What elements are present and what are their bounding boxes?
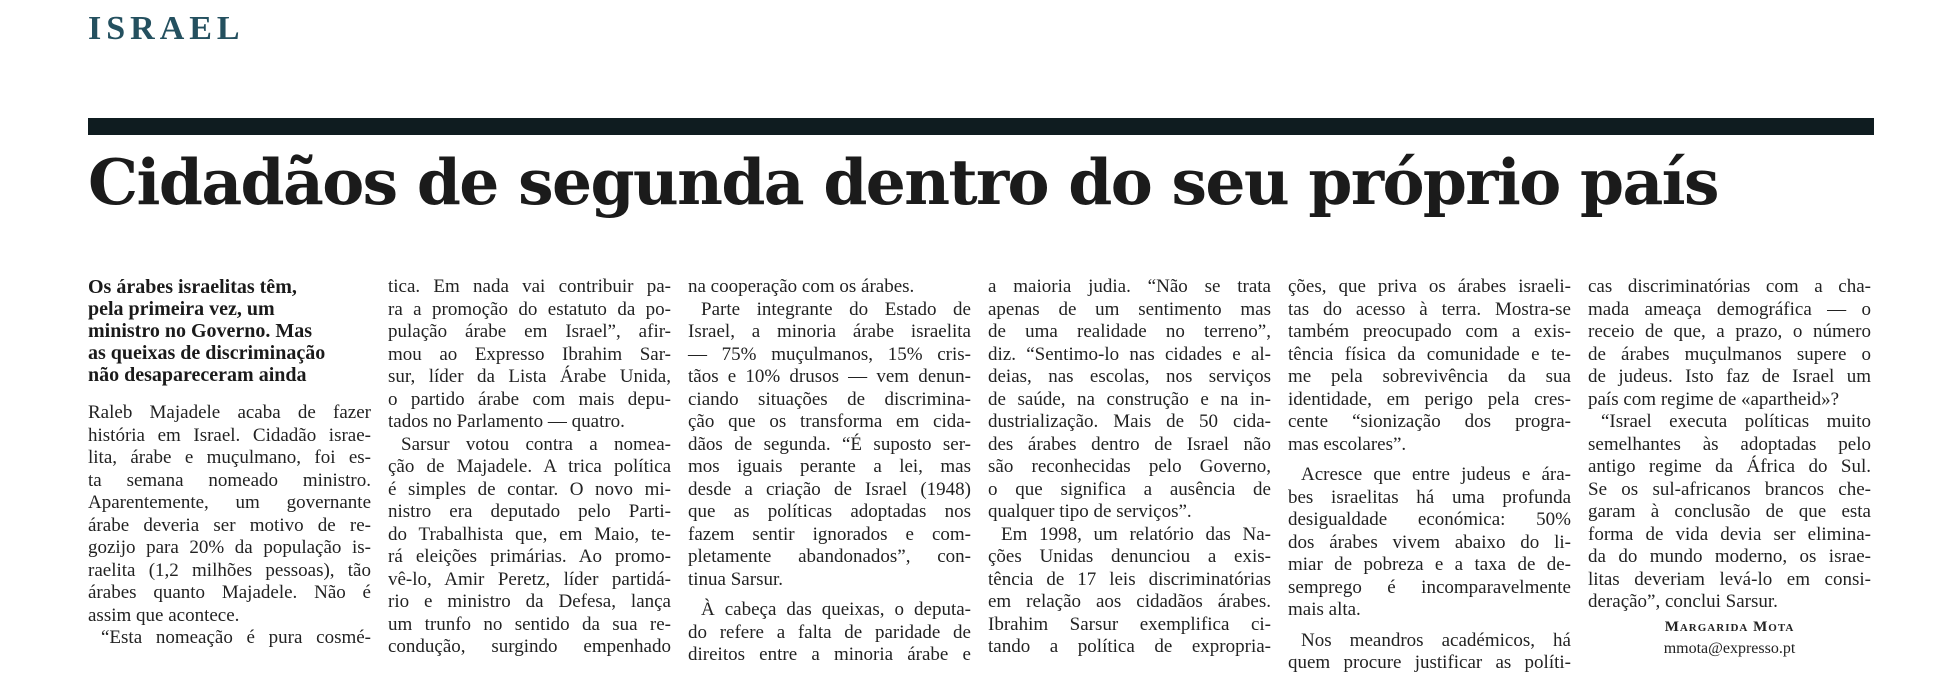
- text-line: garam à conclusão de que esta: [1588, 501, 1871, 522]
- text-line: ra a promoção do estatuto da po-: [388, 298, 671, 320]
- text-line: tando a política de expropria-: [988, 636, 1271, 657]
- text-line: litas deveriam levá-lo em consi-: [1588, 568, 1871, 590]
- text-line: rá eleições primárias. Ao promo-: [388, 546, 671, 567]
- text-line: ciando situações de discrimina-: [688, 388, 971, 410]
- text-line: antigo regime da África do Sul.: [1588, 456, 1871, 477]
- text-line: a maioria judia. “Não se trata: [988, 276, 1271, 297]
- text-line: semprego é incomparavelmente: [1288, 576, 1571, 598]
- text-line: cas discriminatórias com a cha-: [1588, 276, 1871, 297]
- text-line: “Esta nomeação é pura cosmé-: [101, 627, 371, 648]
- text-line: mou ao Expresso Ibrahim Sar-: [388, 343, 671, 365]
- text-line: pletamente abandonados”, con-: [688, 546, 971, 567]
- text-line: desigualdade económica: 50%: [1288, 509, 1571, 530]
- text-line: país com regime de «apartheid»?: [1588, 388, 1840, 410]
- text-line: direitos entre a minoria árabe e: [688, 644, 971, 665]
- text-line: ta semana nomeado ministro.: [88, 469, 371, 491]
- section-rule: [88, 118, 1874, 135]
- text-line: é simples de contar. O novo mi-: [388, 478, 671, 500]
- text-line: mais alta.: [1288, 599, 1361, 620]
- section-label: ISRAEL: [88, 10, 245, 47]
- text-line: semelhantes às adoptadas pelo: [1588, 433, 1871, 455]
- text-line: sur, líder da Lista Árabe Unida,: [388, 366, 671, 387]
- lead-line: não desapareceram ainda: [88, 364, 307, 386]
- text-line: me pela sobrevivência da sua: [1288, 366, 1571, 387]
- lead-paragraph: [88, 276, 371, 386]
- text-line: rio e ministro da Defesa, lança: [388, 591, 671, 612]
- text-line: quem procure justificar as políti-: [1288, 652, 1571, 673]
- text-line: de uma realidade no terreno”,: [988, 321, 1271, 342]
- text-line: nistro era deputado pelo Parti-: [388, 501, 671, 522]
- text-line: miar de pobreza e a taxa de de-: [1288, 554, 1571, 575]
- text-line: condução, surgindo empenhado: [388, 636, 671, 657]
- text-line: tas do acesso à terra. Mostra-se: [1288, 298, 1571, 320]
- text-line: árabe deveria ser motivo de re-: [88, 514, 371, 536]
- text-line: Raleb Majadele acaba de fazer: [88, 402, 371, 423]
- text-line: ção que os transforma em cida-: [688, 411, 971, 432]
- text-line: mos iguais perante a lei, mas: [688, 456, 971, 477]
- text-line: Acresce que entre judeus e ára-: [1301, 464, 1571, 485]
- text-line: o partido árabe com mais depu-: [388, 388, 671, 410]
- text-line: desde a criação de Israel (1948): [688, 478, 971, 500]
- text-line: dãos de segunda. “É suposto ser-: [688, 433, 971, 455]
- text-line: pulação árabe em Israel”, afir-: [388, 321, 671, 342]
- text-line: gozijo para 20% da população is-: [88, 537, 371, 558]
- text-line: tados no Parlamento — quatro.: [388, 411, 625, 432]
- text-line: bes israelitas há uma profunda: [1288, 486, 1571, 508]
- text-line: qualquer tipo de serviços”.: [988, 501, 1192, 522]
- text-line: tinua Sarsur.: [688, 568, 783, 590]
- lead-line: pela primeira vez, um: [88, 298, 275, 320]
- text-line: Aparentemente, um governante: [88, 492, 371, 513]
- text-line: apenas de um sentimento mas: [988, 298, 1271, 320]
- lead-line: ministro no Governo. Mas: [88, 320, 313, 342]
- text-line: ções, que priva os árabes israeli-: [1288, 276, 1571, 297]
- text-line: deração”, conclui Sarsur.: [1588, 591, 1778, 612]
- text-line: tica. Em nada vai contribuir pa-: [388, 276, 671, 297]
- text-line: tência de 17 leis discriminatórias: [988, 568, 1271, 590]
- text-line: identidade, em perigo pela cres-: [1288, 388, 1571, 410]
- text-line: À cabeça das queixas, o deputa-: [701, 599, 971, 620]
- text-line: mas escolares”.: [1288, 433, 1407, 455]
- text-line: Sarsur votou contra a nomea-: [401, 433, 671, 455]
- text-line: assim que acontece.: [88, 604, 240, 626]
- text-line: que as políticas adoptadas nos: [688, 501, 971, 522]
- text-line: raelita (1,2 milhões pessoas), tão: [88, 559, 371, 581]
- text-line: fazem sentir ignorados e com-: [688, 523, 971, 545]
- text-line: ção de Majadele. A trica política: [388, 456, 671, 477]
- text-line: Nos meandros académicos, há: [1301, 629, 1571, 651]
- text-line: Se os sul-africanos brancos che-: [1588, 478, 1871, 500]
- text-line: dustrialização. Mais de 50 cida-: [988, 411, 1271, 432]
- article-column-2: [388, 276, 671, 659]
- text-line: dos árabes vivem abaixo do li-: [1288, 531, 1571, 553]
- text-line: diz. “Sentimo-lo nas cidades e al-: [988, 343, 1271, 365]
- author-byline: Margarida Mota: [1664, 618, 1795, 635]
- article-column-6: [1588, 276, 1871, 661]
- text-line: da do mundo moderno, os israe-: [1588, 546, 1871, 567]
- text-line: na cooperação com os árabes.: [688, 276, 915, 297]
- text-line: de saúde, na construção e na in-: [988, 388, 1271, 410]
- article-column-5: [1288, 276, 1571, 675]
- text-line: tãos e 10% drusos — vem denun-: [688, 366, 971, 387]
- text-line: em relação aos cidadãos árabes.: [988, 591, 1271, 612]
- text-line: vê-lo, Amir Peretz, líder partidá-: [388, 568, 671, 590]
- text-line: também preocupado com a exis-: [1288, 321, 1571, 342]
- text-line: um trunfo no sentido da sua re-: [388, 613, 671, 635]
- article-column-3: [688, 276, 971, 667]
- text-line: Ibrahim Sarsur exemplifica ci-: [988, 613, 1271, 635]
- text-line: história em Israel. Cidadão israe-: [88, 424, 371, 446]
- body-text: [88, 402, 371, 650]
- text-line: de árabes muçulmanos supere o: [1588, 343, 1871, 365]
- text-line: ções Unidas denunciou a exis-: [988, 546, 1271, 567]
- text-line: deias, nas escolas, nos serviços: [988, 366, 1271, 387]
- text-line: des árabes dentro de Israel não: [988, 433, 1271, 455]
- text-line: Em 1998, um relatório das Na-: [1001, 523, 1271, 545]
- text-line: — 75% muçulmanos, 15% cris-: [688, 343, 971, 365]
- text-line: são reconhecidas pelo Governo,: [988, 456, 1271, 477]
- text-line: “Israel executa políticas muito: [1601, 411, 1871, 432]
- text-line: mada ameaça demográfica — o: [1588, 298, 1871, 320]
- author-email: mmota@expresso.pt: [1663, 640, 1796, 657]
- text-line: receio de que, a prazo, o número: [1588, 321, 1871, 342]
- text-line: lita, árabe e muçulmano, foi es-: [88, 447, 371, 468]
- text-line: do Trabalhista que, em Maio, te-: [388, 523, 671, 545]
- text-line: tência física da comunidade e te-: [1288, 343, 1571, 365]
- text-line: Parte integrante do Estado de: [701, 298, 971, 320]
- text-line: do refere a falta de paridade de: [688, 621, 971, 643]
- text-line: árabes quanto Majadele. Não é: [88, 582, 371, 603]
- text-line: forma de vida devia ser elimina-: [1588, 523, 1871, 545]
- headline: Cidadãos de segunda dentro do seu próprio país: [88, 145, 1718, 219]
- article-column-1: [88, 276, 371, 650]
- article-column-4: [988, 276, 1271, 659]
- text-line: Israel, a minoria árabe israelita: [688, 321, 971, 342]
- text-line: cente “sionização dos progra-: [1288, 411, 1571, 432]
- lead-line: as queixas de discriminação: [88, 342, 326, 364]
- text-line: o que significa a ausência de: [988, 478, 1271, 500]
- lead-line: Os árabes israelitas têm,: [88, 276, 297, 298]
- text-line: de judeus. Isto faz de Israel um: [1588, 366, 1871, 387]
